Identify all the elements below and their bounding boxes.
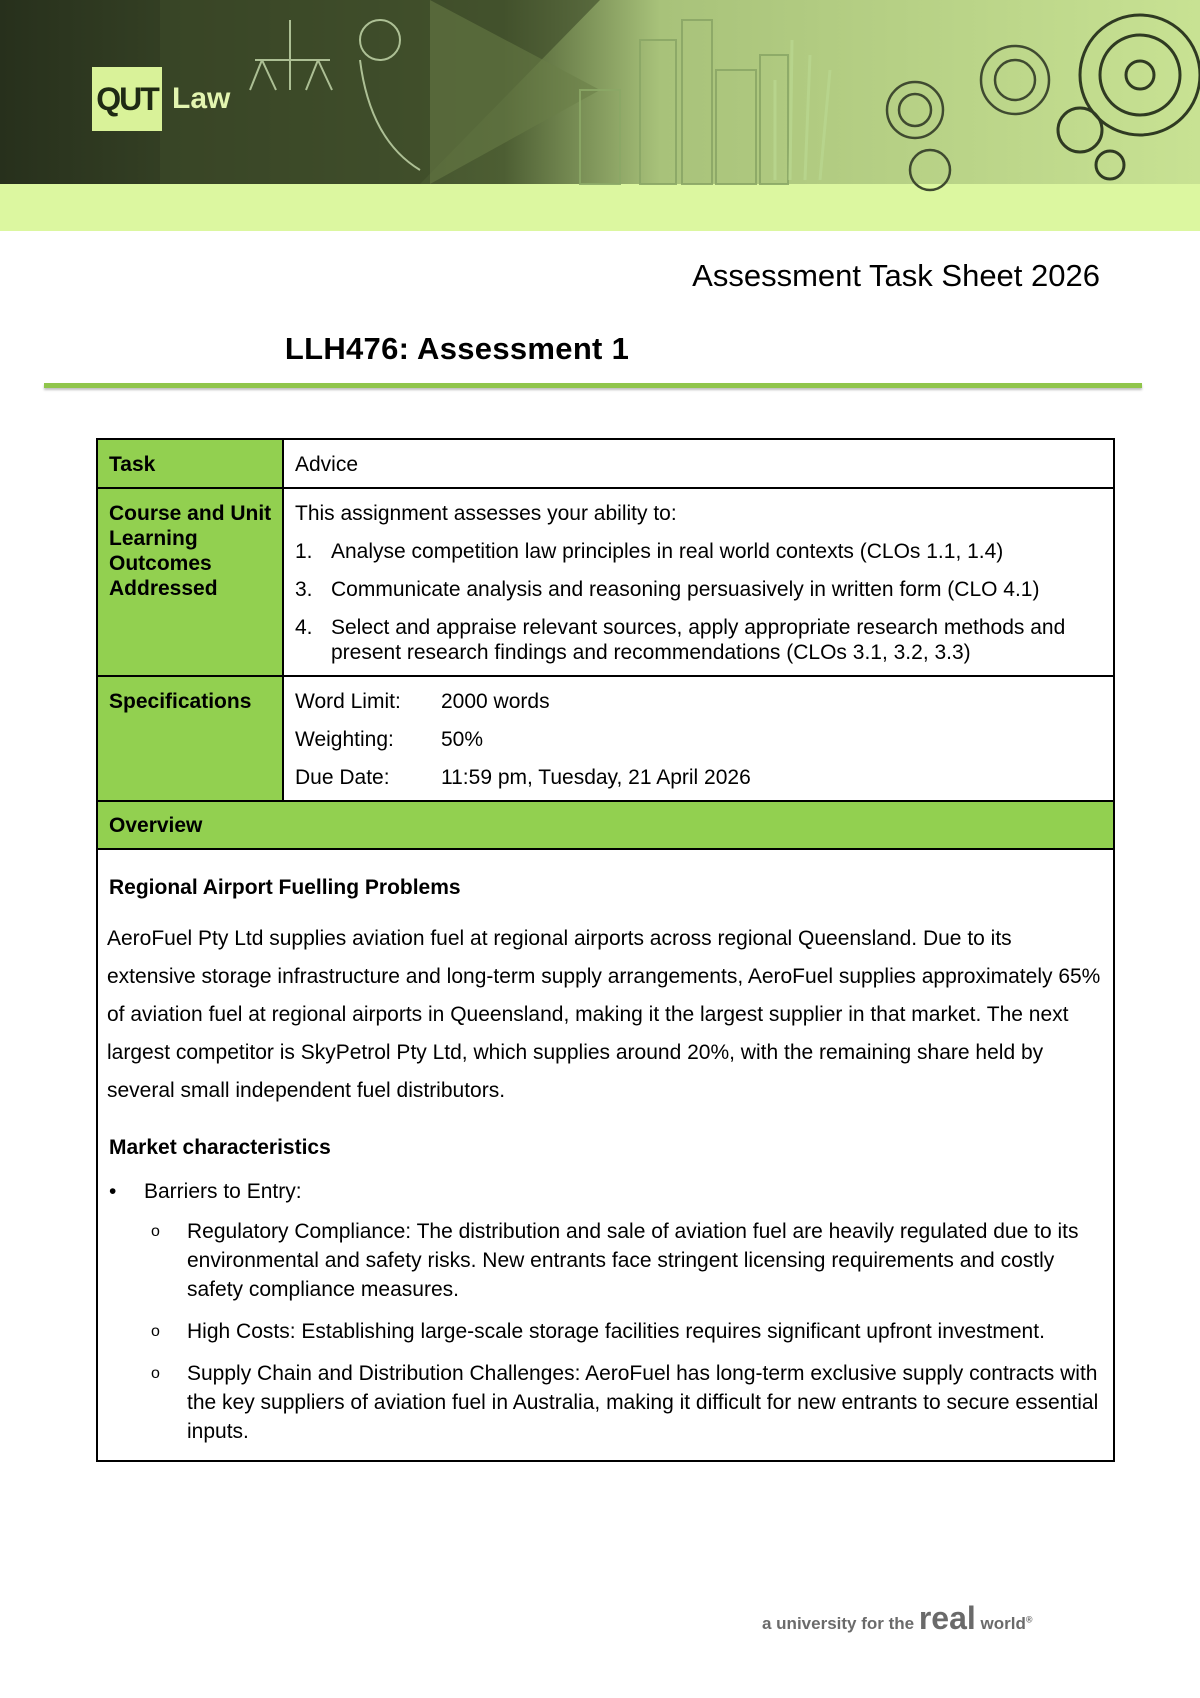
sub-bullet-marker: o [151, 1323, 160, 1340]
law-logo-text: Law [172, 82, 231, 115]
sub-bullet-text: High Costs: Establishing large-scale storage facilities requires significant upfront investment. [187, 1320, 1045, 1343]
bullet-text: Barriers to Entry: [144, 1180, 302, 1203]
specifications-cell [283, 676, 1114, 801]
sub-bullet-marker: o [151, 1223, 160, 1240]
spec-value: 11:59 pm, Tuesday, 21 April 2026 [441, 766, 751, 789]
spec-value: 2000 words [441, 690, 550, 713]
outcomes-intro: This assignment assesses your ability to: [295, 502, 677, 525]
task-label: Task [97, 439, 283, 488]
spec-value: 50% [441, 728, 484, 751]
specifications-row [97, 676, 1114, 801]
bullet-item [109, 1180, 1102, 1204]
market-heading: Market characteristics [109, 1136, 331, 1159]
outcome-item [295, 539, 1103, 564]
overview-header-row [97, 801, 1114, 849]
overview-paragraph: AeroFuel Pty Ltd supplies aviation fuel at regional airports across regional Queensland. Due to its extensive storage infrastructure and long-term supply arrangements, AeroFuel supplies approximately 65% of aviation fuel at regional airports in Queensland, making it the largest supplier in that market. The next largest competitor is SkyPetrol Pty Ltd, which supplies around 20%, with the remaining share held by several small independent fuel distributors. [107, 927, 1101, 1102]
tagline-prefix: a university for the [762, 1614, 915, 1633]
outcomes-cell [283, 488, 1114, 676]
spec-label: Due Date: [295, 766, 390, 789]
footer-tagline [762, 1600, 1033, 1637]
sub-bullet-item [149, 1317, 1102, 1346]
sub-bullet-item [149, 1217, 1102, 1304]
task-value: Advice [283, 439, 1114, 488]
overview-body-row [97, 849, 1114, 1461]
overview-label: Overview [97, 801, 1114, 849]
document-title: LLH476: Assessment 1 [284, 331, 630, 366]
outcomes-row [97, 488, 1114, 676]
title-divider [44, 383, 1142, 388]
outcome-item [295, 577, 1103, 602]
outcome-text: Select and appraise relevant sources, apply appropriate research methods and present research findings and recommendations (CLOs 3.1, 3.2, 3.3) [331, 616, 1066, 664]
sub-bullet-text: Supply Chain and Distribution Challenges: AeroFuel has long-term exclusive supply contracts with the key suppliers of aviation fuel in Australia, making it difficult for new entrants to secure essential inputs. [187, 1362, 1099, 1443]
spec-weighting [295, 727, 1103, 752]
outcome-number: 1. [295, 540, 313, 563]
outcome-number: 4. [295, 616, 313, 639]
qut-logo-box: QUT [92, 67, 162, 131]
overview-body [97, 849, 1114, 1461]
outcome-item [295, 615, 1103, 665]
registered-mark: ® [1025, 1614, 1033, 1625]
outcomes-label: Course and Unit Learning Outcomes Addressed [97, 488, 283, 676]
outcome-text: Analyse competition law principles in real world contexts (CLOs 1.1, 1.4) [331, 540, 1004, 563]
document-title-wrapper [0, 331, 1200, 367]
header-banner [0, 0, 1200, 231]
spec-word-limit [295, 689, 1103, 714]
assessment-table [96, 438, 1115, 1462]
outcome-text: Communicate analysis and reasoning persuasively in written form (CLO 4.1) [331, 578, 1040, 601]
bullet-marker: • [109, 1180, 117, 1203]
sub-bullet-item [149, 1359, 1102, 1446]
specifications-label: Specifications [97, 676, 283, 801]
spec-label: Weighting: [295, 728, 394, 751]
tagline-suffix: world [980, 1614, 1026, 1633]
sub-bullet-marker: o [151, 1365, 160, 1382]
sheet-title: Assessment Task Sheet 2026 [692, 258, 1100, 293]
outcome-number: 3. [295, 578, 313, 601]
spec-due-date [295, 765, 1103, 790]
task-row [97, 439, 1114, 488]
qut-law-logo[interactable] [92, 67, 230, 131]
spec-label: Word Limit: [295, 690, 401, 713]
overview-heading: Regional Airport Fuelling Problems [109, 876, 461, 899]
sub-bullet-text: Regulatory Compliance: The distribution and sale of aviation fuel are heavily regulated due to its environmental and safety risks. New entrants face stringent licensing requirements and costly safety compliance measures. [187, 1220, 1079, 1301]
tagline-real: real [918, 1600, 976, 1636]
